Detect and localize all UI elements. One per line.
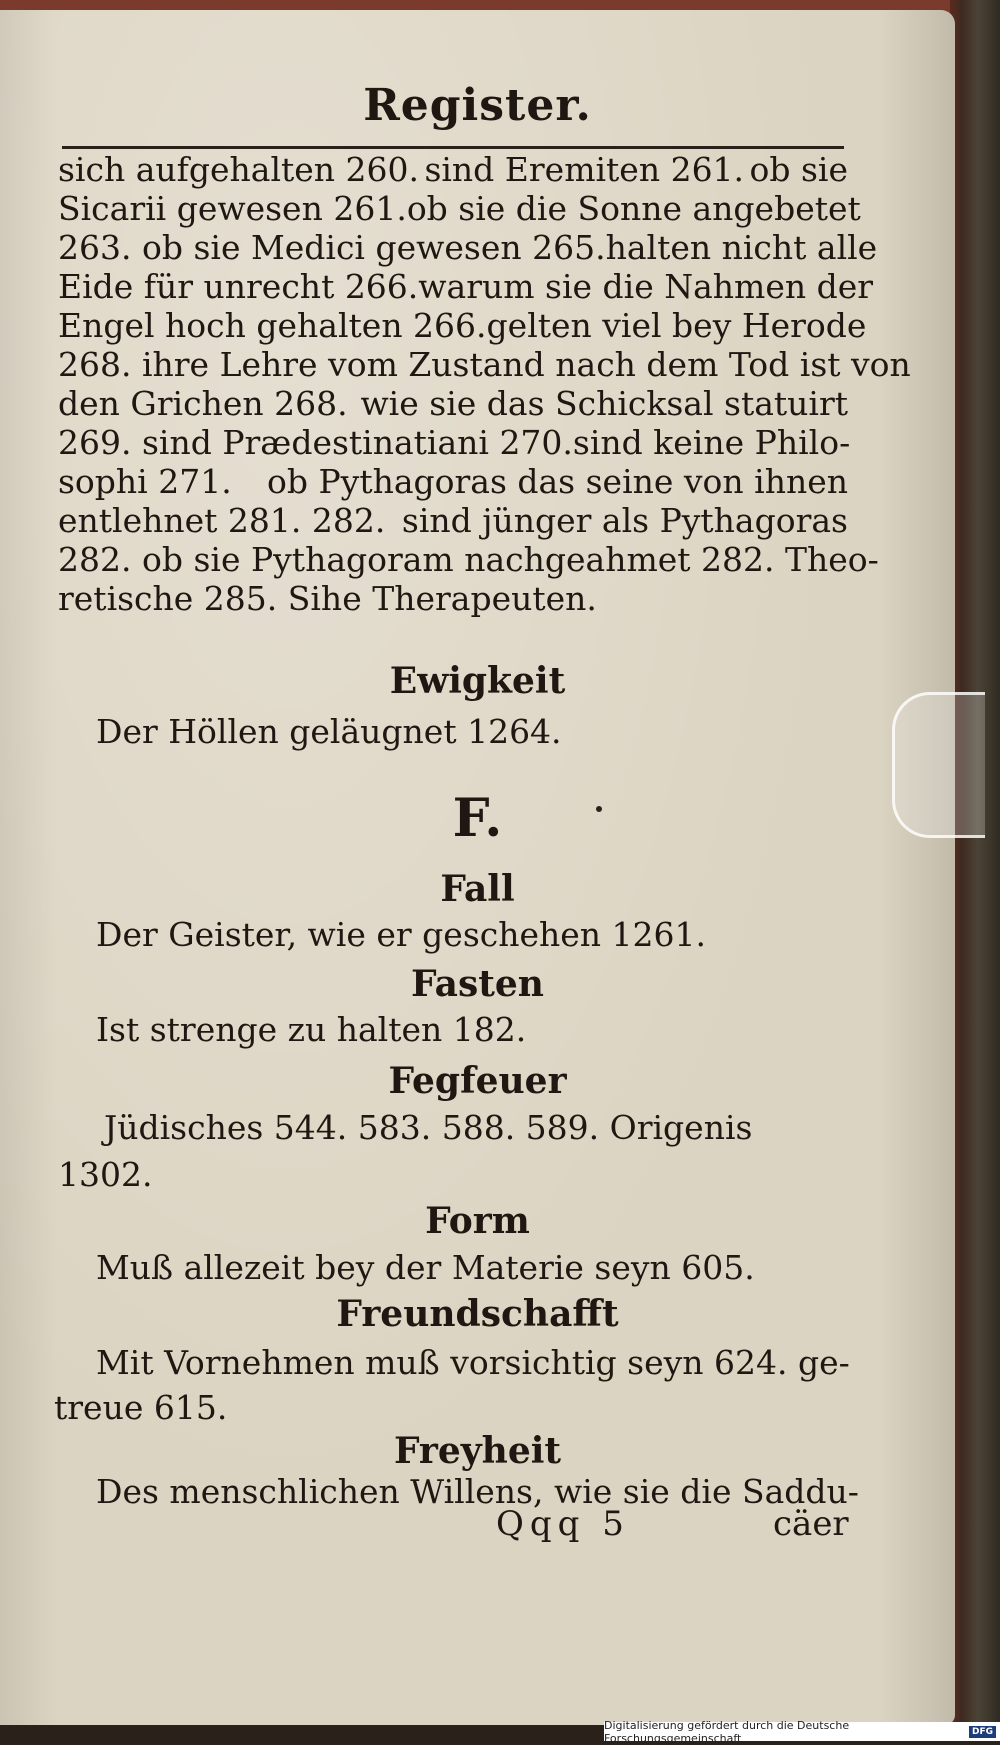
text-line: retische 285. Sihe Therapeuten. xyxy=(58,579,597,618)
entry-text: Muß allezeit bey der Materie seyn 605. xyxy=(96,1248,755,1287)
entry-heading-ewigkeit: Ewigkeit xyxy=(389,660,566,702)
page-tab-clip xyxy=(892,692,985,838)
entry-text: Jüdisches 544. 583. 588. 589. Origenis xyxy=(104,1108,753,1147)
entry-heading-fegfeuer: Fegfeuer xyxy=(388,1060,567,1102)
footer-text: Digitalisierung gefördert durch die Deutsche Forschungsgemeinschaft xyxy=(604,1718,850,1745)
book-binding xyxy=(950,0,1000,1741)
section-letter: F. xyxy=(452,788,503,849)
book-page xyxy=(0,10,955,1725)
entry-text: Ist strenge zu halten 182. xyxy=(96,1010,527,1049)
signature-mark: Qqq 5 xyxy=(496,1504,630,1544)
text-line: 282. ob sie Pythagoram nachgeahmet 282. Theo- xyxy=(58,540,879,579)
entry-text: treue 615. xyxy=(54,1388,228,1427)
entry-heading-fasten: Fasten xyxy=(411,963,544,1005)
text-line: den Grichen 268. wie sie das Schicksal statuirt xyxy=(58,384,848,423)
text-line: 263. ob sie Medici gewesen 265. halten nicht alle xyxy=(58,228,878,267)
text-line: entlehnet 281. 282. sind jünger als Pythagoras xyxy=(58,501,848,540)
catchword: cäer xyxy=(773,1504,849,1544)
running-head: Register. xyxy=(363,80,592,131)
text-line: 269. sind Prædestinatiani 270. sind keine Philo- xyxy=(58,423,851,462)
ink-dot xyxy=(596,806,602,812)
entry-text: Der Geister, wie er geschehen 1261. xyxy=(96,915,707,954)
continuation-text xyxy=(58,150,911,618)
entry-heading-fall: Fall xyxy=(440,868,515,910)
head-rule xyxy=(62,146,844,149)
dfg-logo: DFG xyxy=(969,1726,996,1738)
text-line: sophi 271. ob Pythagoras das seine von ihnen xyxy=(58,462,848,501)
text-line: Engel hoch gehalten 266. gelten viel bey Herode xyxy=(58,306,867,345)
entry-text: Der Höllen geläugnet 1264. xyxy=(96,712,562,751)
entry-text: 1302. xyxy=(58,1155,153,1194)
entry-heading-freundschafft: Freundschafft xyxy=(336,1293,619,1335)
text-line: Sicarii gewesen 261. ob sie die Sonne angebetet xyxy=(58,189,861,228)
entry-text: Mit Vornehmen muß vorsichtig seyn 624. ge- xyxy=(96,1343,850,1382)
entry-heading-form: Form xyxy=(425,1200,530,1242)
digitization-footer xyxy=(604,1718,1000,1745)
text-line: 268. ihre Lehre vom Zustand nach dem Tod ist von xyxy=(58,345,911,384)
text-line: Eide für unrecht 266. warum sie die Nahmen der xyxy=(58,267,874,306)
entry-heading-freyheit: Freyheit xyxy=(393,1430,562,1472)
entry-text: Des menschlichen Willens, wie sie die Saddu- xyxy=(96,1472,859,1511)
text-line: sich aufgehalten 260. sind Eremiten 261. ob sie xyxy=(58,150,848,189)
